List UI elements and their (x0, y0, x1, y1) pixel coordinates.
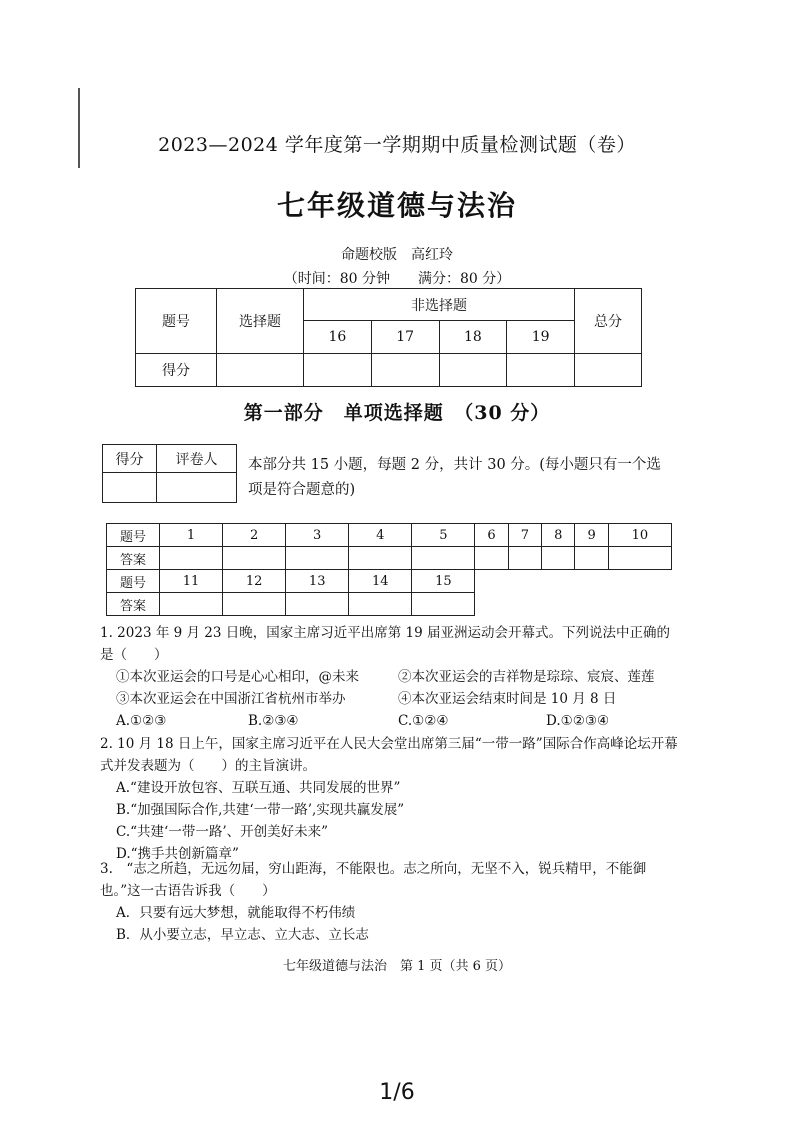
score-table-header-choice: 选择题 (217, 289, 304, 354)
question-1-choice-a: A.①②③ (116, 713, 167, 729)
score-table-sub-18: 18 (439, 321, 507, 354)
answer-number-4: 4 (349, 524, 412, 547)
score-cell-total (575, 354, 642, 387)
score-cell-18 (439, 354, 507, 387)
answer-number-8: 8 (542, 524, 575, 547)
page-footer: 七年级道德与法治 第 1 页（共 6 页） (282, 959, 512, 974)
grader-score-cell (103, 473, 157, 503)
answer-row-label-tihao: 题号 (107, 524, 160, 547)
question-2 (100, 733, 680, 865)
answer-table-empty-area (475, 570, 672, 593)
author-line: 命题校版 高红玲 (341, 247, 453, 263)
question-3-stem: 3. “志之所趋，无远勿届，穷山距海，不能限也。志之所向，无坚不入，锐兵精甲，不能御也。”这一古语告诉我（ ） (100, 861, 647, 899)
score-table-header-nonchoice: 非选择题 (304, 289, 575, 321)
subject-title: 七年级道德与法治 (276, 189, 517, 222)
question-1-items-row1 (100, 666, 680, 688)
score-table-header-tihao: 题号 (136, 289, 217, 354)
score-cell-choice (217, 354, 304, 387)
answer-row-label-tihao-2: 题号 (107, 570, 160, 593)
score-cell-16 (304, 354, 372, 387)
score-table-sub-17: 17 (371, 321, 439, 354)
grader-person-label: 评卷人 (156, 445, 236, 473)
score-table-sub-19: 19 (507, 321, 575, 354)
answer-cell (412, 547, 475, 570)
answer-cell (475, 547, 508, 570)
question-1-choice-d: D.①②③④ (546, 713, 610, 729)
answer-number-1: 1 (160, 524, 223, 547)
grader-person-cell (156, 473, 236, 503)
score-table-header-total: 总分 (575, 289, 642, 354)
question-2-choice-d: D.“携手共创新篇章” (116, 846, 239, 862)
answer-cell (286, 593, 349, 616)
score-summary-table (135, 288, 642, 387)
answer-number-15: 15 (412, 570, 475, 593)
time-score-line: （时间：80 分钟 满分：80 分） (283, 271, 511, 287)
viewer-page-indicator: 1/6 (379, 1080, 415, 1105)
answer-cell (349, 547, 412, 570)
question-2-choice-c: C.“共建‘一带一路’、开创美好未来” (116, 824, 329, 840)
question-1 (100, 622, 680, 732)
grader-table (102, 444, 237, 503)
answer-table-empty-area (475, 593, 672, 616)
question-3 (100, 858, 680, 946)
question-1-choice-b: B.②③④ (248, 713, 299, 729)
question-1-stem: 1. 2023 年 9 月 23 日晚，国家主席习近平出席第 19 届亚洲运动会开幕式。下列说法中正确的是（ ） (100, 625, 671, 663)
answer-number-3: 3 (286, 524, 349, 547)
answer-cell (223, 593, 286, 616)
section-1-description: 本部分共 15 小题，每题 2 分，共计 30 分。(每小题只有一个选项是符合题意的) (248, 457, 661, 498)
answer-number-13: 13 (286, 570, 349, 593)
score-cell-19 (507, 354, 575, 387)
answer-cell (508, 547, 541, 570)
answer-cell (608, 547, 671, 570)
question-1-choices (100, 710, 680, 732)
answer-number-7: 7 (508, 524, 541, 547)
answer-cell (575, 547, 608, 570)
question-3-choice-a: A．只要有远大梦想，就能取得不朽伟绩 (116, 905, 356, 921)
answer-cell (223, 547, 286, 570)
answer-cell (412, 593, 475, 616)
section-1-title: 第一部分 单项选择题 （30 分） (243, 402, 551, 424)
answer-number-5: 5 (412, 524, 475, 547)
question-2-choice-a: A.“建设开放包容、互联互通、共同发展的世界” (116, 780, 401, 796)
question-2-choice-b: B.“加强国际合作,共建‘一带一路’,实现共赢发展” (116, 802, 405, 818)
question-1-choice-c: C.①②④ (398, 713, 449, 729)
exam-title: 2023—2024 学年度第一学期期中质量检测试题（卷） (158, 134, 636, 156)
score-cell-17 (371, 354, 439, 387)
question-1-items-row2 (100, 688, 680, 710)
answer-sheet-table (106, 523, 672, 616)
answer-row-label-answer-2: 答案 (107, 593, 160, 616)
grader-score-label: 得分 (103, 445, 157, 473)
question-1-item-3: ③本次亚运会在中国浙江省杭州市举办 (116, 691, 346, 707)
question-1-item-1: ①本次亚运会的口号是心心相印，@未来 (116, 669, 359, 685)
answer-number-12: 12 (223, 570, 286, 593)
answer-cell (160, 593, 223, 616)
answer-cell (160, 547, 223, 570)
answer-number-10: 10 (608, 524, 671, 547)
answer-cell (349, 593, 412, 616)
question-1-item-4: ④本次亚运会结束时间是 10 月 8 日 (398, 691, 617, 707)
answer-number-11: 11 (160, 570, 223, 593)
answer-cell (286, 547, 349, 570)
answer-number-6: 6 (475, 524, 508, 547)
answer-number-14: 14 (349, 570, 412, 593)
answer-cell (542, 547, 575, 570)
answer-number-2: 2 (223, 524, 286, 547)
answer-row-label-answer: 答案 (107, 547, 160, 570)
question-1-item-2: ②本次亚运会的吉祥物是琮琮、宸宸、莲莲 (398, 669, 655, 685)
answer-number-9: 9 (575, 524, 608, 547)
question-3-choice-b: B．从小要立志，早立志、立大志、立长志 (116, 927, 369, 943)
score-table-row-defen: 得分 (136, 354, 217, 387)
score-table-sub-16: 16 (304, 321, 372, 354)
question-2-stem: 2. 10 月 18 日上午，国家主席习近平在人民大会堂出席第三届“一带一路”国际合作高峰论坛开幕式并发表题为（ ）的主旨演讲。 (100, 736, 678, 774)
